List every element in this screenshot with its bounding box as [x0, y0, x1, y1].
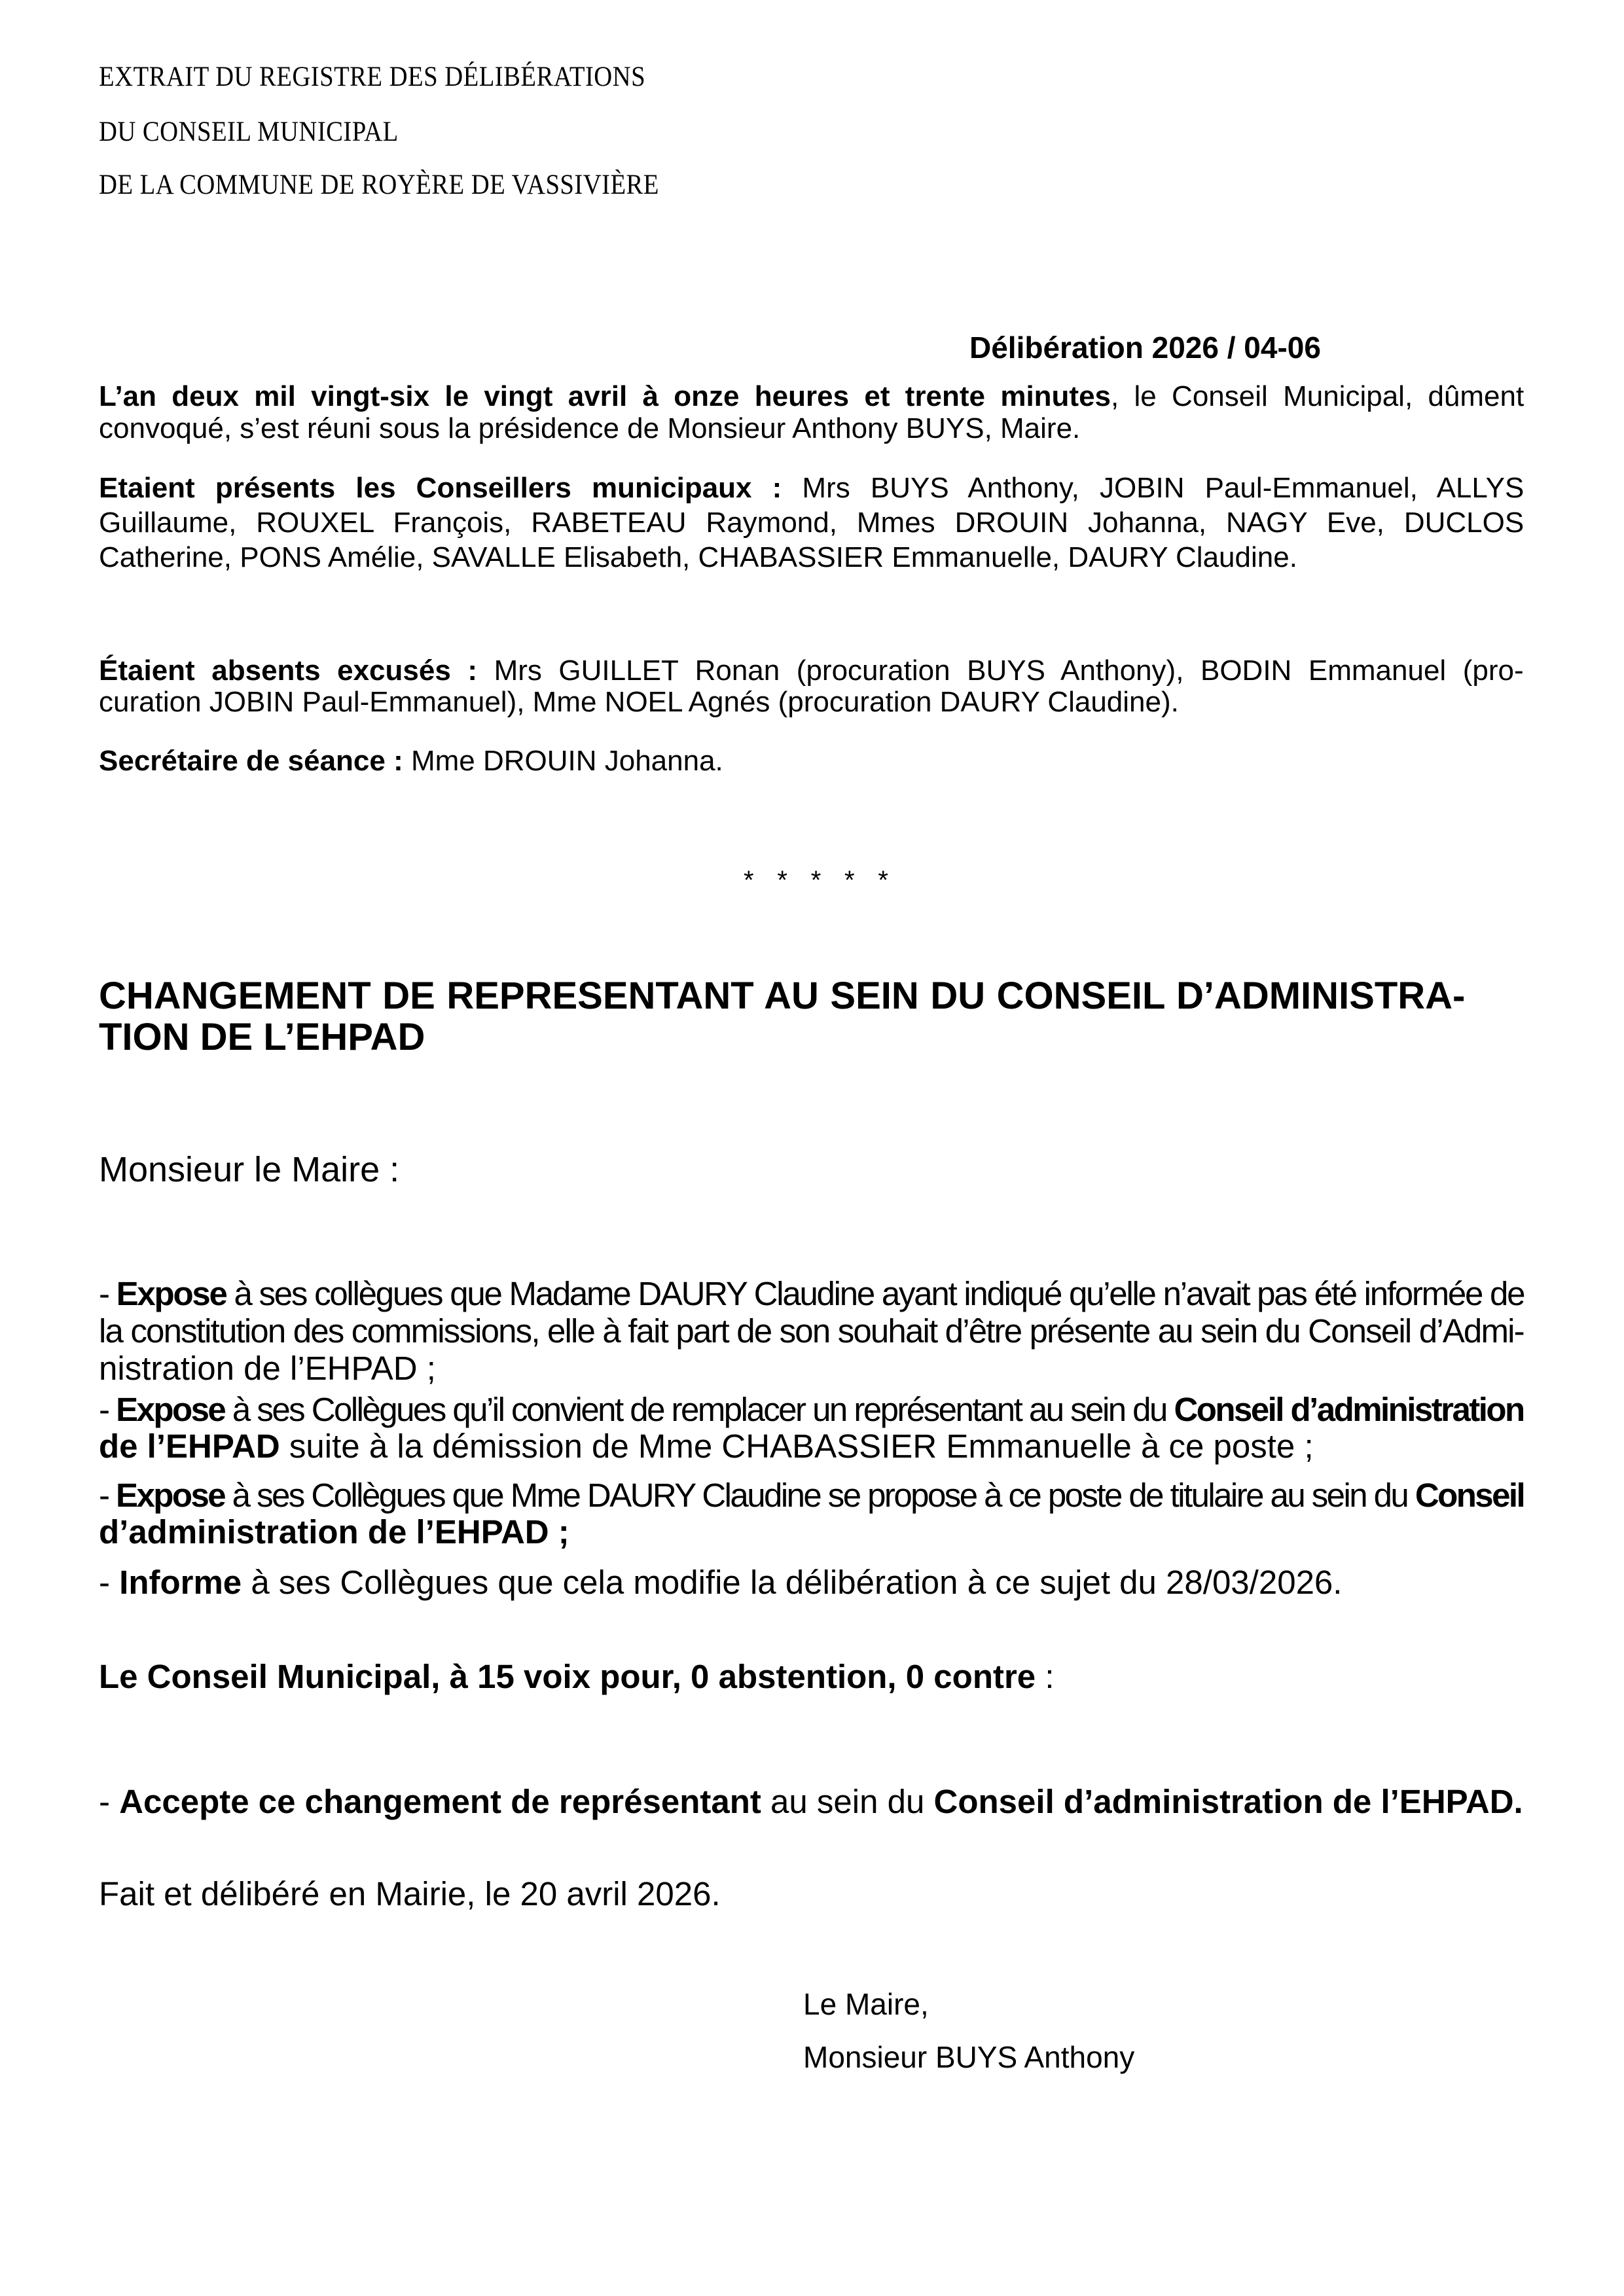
bold-text-run: Conseil d’administration — [1174, 1391, 1524, 1428]
text-run: Mrs GUILLET Ronan (procuration BUYS Anthony), BODIN Emmanuel (pro- — [477, 655, 1524, 687]
separator-star: * — [744, 866, 754, 895]
decision-paragraph — [99, 1784, 1524, 1820]
text-line — [99, 471, 1524, 505]
text-line — [99, 745, 1524, 777]
text-run: Mme DROUIN Johanna. — [403, 745, 723, 777]
text-run: curation JOBIN Paul-Emmanuel), Mme NOEL Agnés (procuration DAURY Claudine). — [99, 686, 1179, 718]
separator-stars — [744, 867, 888, 893]
bold-text-run: Expose — [116, 1477, 225, 1514]
signature-name: Monsieur BUYS Anthony — [803, 2040, 1135, 2074]
bold-text-run: Etaient présents les Conseillers municipaux : — [99, 472, 782, 504]
separator-star: * — [878, 866, 888, 895]
separator-star: * — [810, 866, 821, 895]
text-line — [99, 1312, 1524, 1350]
text-run: la constitution des commissions, elle à fait part de son souhait d’être présente au sein du Conseil d’Admi- — [99, 1312, 1524, 1350]
text-line — [99, 1659, 1524, 1695]
bold-text-run: L’an deux mil vingt-six le vingt avril à onze heures et trente minutes — [99, 380, 1111, 412]
text-run: à ses Collègues que Mme DAURY Claudine se propose à ce poste de titulaire au sein du — [225, 1477, 1415, 1514]
deliberation-title — [99, 975, 1465, 1058]
text-run: - — [99, 1477, 117, 1514]
separator-star: * — [844, 866, 855, 895]
expose-paragraph-2 — [99, 1391, 1524, 1465]
text-run: Mrs BUYS Anthony, JOBIN Paul-Emmanuel, ALLYS — [782, 472, 1525, 504]
text-line — [99, 1016, 1465, 1058]
bold-text-run: Le Conseil Municipal, à 15 voix pour, 0 abstention, 0 contre — [99, 1658, 1036, 1695]
text-line — [99, 412, 1524, 444]
text-run: - — [99, 1783, 120, 1820]
text-line — [99, 1350, 1524, 1387]
text-run: Guillaume, ROUXEL François, RABETEAU Raymond, Mmes DROUIN Johanna, NAGY Eve, DUCLOS — [99, 507, 1525, 539]
bold-text-run: Secrétaire de séance : — [99, 745, 403, 777]
separator-star: * — [777, 866, 787, 895]
closing-statement: Fait et délibéré en Mairie, le 20 avril 2026. — [99, 1875, 721, 1912]
text-line — [99, 655, 1524, 687]
text-line — [99, 1428, 1524, 1465]
speaker-label: Monsieur le Maire : — [99, 1150, 400, 1189]
signature-title: Le Maire, — [803, 1987, 929, 2021]
text-line — [99, 380, 1524, 412]
text-run: suite à la démission de Mme CHABASSIER Emmanuelle à ce poste ; — [280, 1427, 1314, 1465]
secretary-paragraph — [99, 745, 1524, 777]
preamble-paragraph — [99, 380, 1524, 444]
bold-text-run: Étaient absents excusés : — [99, 655, 478, 687]
text-run: : — [1036, 1658, 1055, 1695]
text-line — [99, 1784, 1524, 1820]
text-run: - — [99, 1564, 120, 1601]
bold-text-run: TION DE L’EHPAD — [99, 1016, 425, 1058]
informe-paragraph — [99, 1564, 1524, 1601]
text-run: - — [99, 1275, 117, 1312]
text-run: Catherine, PONS Amélie, SAVALLE Elisabeth, CHABASSIER Emmanuelle, DAURY Claudine. — [99, 541, 1297, 573]
text-run: , le Conseil Municipal, dûment — [1111, 380, 1525, 412]
vote-result — [99, 1659, 1524, 1695]
bold-text-run: Informe — [119, 1564, 242, 1601]
text-run: au sein du — [761, 1783, 934, 1820]
text-line — [99, 1391, 1524, 1428]
bold-text-run: de l’EHPAD — [99, 1427, 280, 1465]
text-run: convoqué, s’est réuni sous la présidence de Monsieur Anthony BUYS, Maire. — [99, 412, 1081, 444]
register-header-line-2: DU CONSEIL MUNICIPAL — [99, 117, 399, 147]
expose-paragraph-3 — [99, 1477, 1524, 1551]
bold-text-run: Conseil d’administration de l’EHPAD. — [933, 1783, 1523, 1820]
text-line — [99, 540, 1524, 575]
register-header-line-3: DE LA COMMUNE DE ROYÈRE DE VASSIVIÈRE — [99, 170, 659, 200]
bold-text-run: d’administration de l’EHPAD ; — [99, 1513, 569, 1551]
text-line — [99, 1275, 1524, 1312]
bold-text-run: CHANGEMENT DE REPRESENTANT AU SEIN DU CONSEIL D’ADMINISTRA- — [99, 975, 1466, 1017]
text-line — [99, 505, 1524, 540]
text-line — [99, 1514, 1524, 1551]
bold-text-run: Expose — [116, 1391, 225, 1428]
bold-text-run: Conseil — [1415, 1477, 1525, 1514]
text-line — [99, 1564, 1524, 1601]
present-councillors-paragraph — [99, 471, 1524, 575]
bold-text-run: Accepte ce changement de représentant — [119, 1783, 761, 1820]
text-line — [99, 1477, 1524, 1514]
text-run: à ses collègues que Madame DAURY Claudine ayant indiqué qu’elle n’avait pas été informée de — [226, 1275, 1525, 1312]
text-line — [99, 687, 1524, 718]
text-run: nistration de l’EHPAD ; — [99, 1350, 436, 1387]
text-run: à ses Collègues qu’il convient de remplacer un représentant au sein du — [225, 1391, 1174, 1428]
deliberation-number: Délibération 2026 / 04-06 — [969, 331, 1321, 365]
text-line — [99, 975, 1465, 1016]
text-run: - — [99, 1391, 117, 1428]
text-run: à ses Collègues que cela modifie la délibération à ce sujet du 28/03/2026. — [242, 1564, 1343, 1601]
bold-text-run: Expose — [116, 1275, 226, 1312]
absent-councillors-paragraph — [99, 655, 1524, 718]
expose-paragraph-1 — [99, 1275, 1524, 1387]
register-header-line-1: EXTRAIT DU REGISTRE DES DÉLIBÉRATIONS — [99, 62, 646, 92]
